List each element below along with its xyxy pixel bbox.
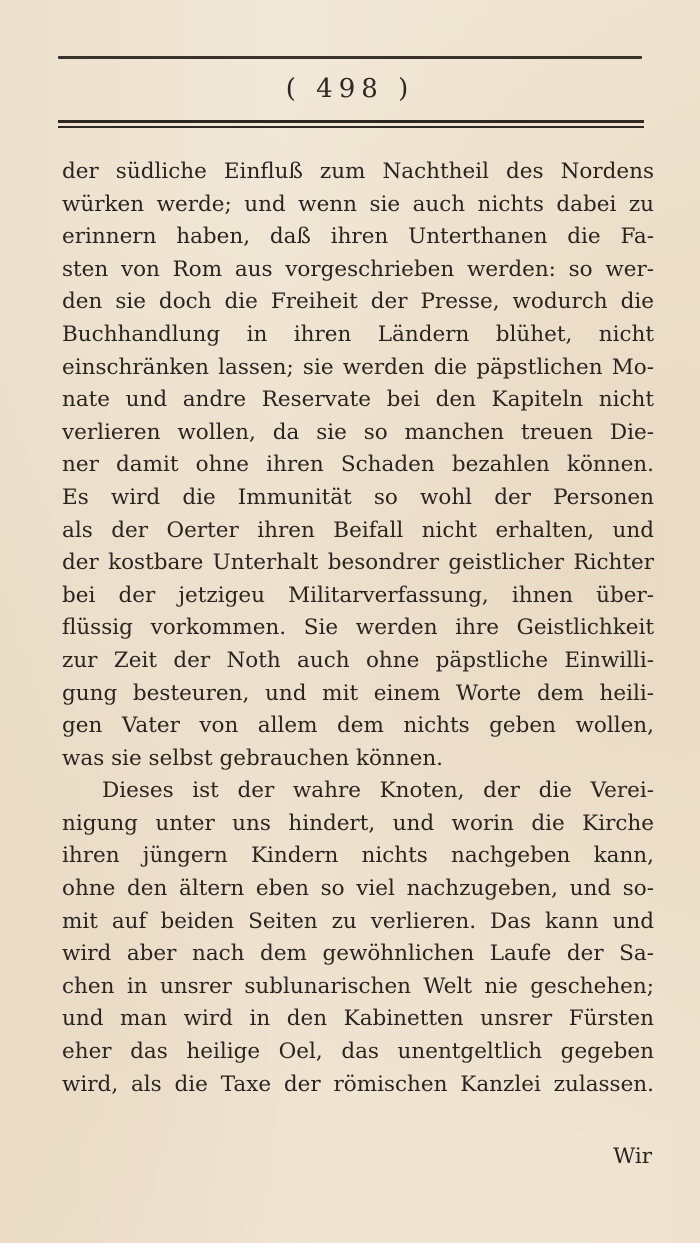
text-line: ihren jüngern Kindern nichts nachgeben kann,: [62, 843, 654, 869]
text-line: chen in unsrer sublunarischen Welt nie geschehen;: [62, 973, 654, 999]
text-line: Buchhandlung in ihren Ländern blühet, nicht: [62, 321, 654, 347]
body-text: [62, 156, 654, 1101]
text-line: der kostbare Unterhalt besondrer geistlicher Richter: [62, 550, 654, 576]
text-line: eher das heilige Oel, das unentgeltlich gegeben: [62, 1039, 654, 1065]
text-line: würken werde; und wenn sie auch nichts dabei zu: [62, 191, 654, 217]
text-line: bei der jetzigeu Militarverfassung, ihnen über-: [62, 582, 654, 608]
text-line: Es wird die Immunität so wohl der Personen: [62, 484, 654, 510]
text-line: verlieren wollen, da sie so manchen treuen Die-: [62, 419, 654, 445]
text-line: der südliche Einfluß zum Nachtheil des Nordens: [62, 159, 654, 184]
text-line: wird, als die Taxe der römischen Kanzlei zulassen.: [62, 1071, 654, 1097]
header-rule-top: [58, 56, 642, 59]
text-line: mit auf beiden Seiten zu verlieren. Das kann und: [62, 908, 654, 934]
text-line: wird aber nach dem gewöhnlichen Laufe der Sa-: [62, 941, 654, 967]
paragraph-last-line: was sie selbst gebrauchen können.: [62, 745, 444, 771]
text-line: sten von Rom aus vorgeschrieben werden: so wer-: [62, 256, 654, 282]
text-line: zur Zeit der Noth auch ohne päpstliche Einwilli-: [62, 647, 654, 673]
text-line: nate und andre Reservate bei den Kapiteln nicht: [62, 387, 654, 413]
text-line: gen Vater von allem dem nichts geben wollen,: [62, 713, 654, 739]
header-rule-bottom: [58, 120, 644, 128]
text-line: erinnern haben, daß ihren Unterthanen die Fa-: [62, 224, 654, 250]
text-line: den sie doch die Freiheit der Presse, wodurch die: [62, 289, 654, 315]
text-line: nigung unter uns hindert, und worin die Kirche: [62, 810, 654, 836]
paragraph-first-line: Dieses ist der wahre Knoten, der die Verei-: [102, 778, 654, 804]
text-line: ner damit ohne ihren Schaden bezahlen können.: [62, 452, 654, 478]
text-line: flüssig vorkommen. Sie werden ihre Geistlichkeit: [62, 615, 654, 641]
text-line: als der Oerter ihren Beifall nicht erhalten, und: [62, 517, 654, 543]
text-line: gung besteuren, und mit einem Worte dem heili-: [62, 680, 654, 706]
catchword: Wir: [613, 1144, 652, 1169]
text-line: und man wird in den Kabinetten unsrer Fürsten: [62, 1006, 654, 1032]
text-line: einschränken lassen; sie werden die päpstlichen Mo-: [62, 354, 654, 380]
text-line: ohne den ältern eben so viel nachzugeben, und so-: [62, 876, 654, 902]
page-number: ( 498 ): [285, 74, 415, 104]
